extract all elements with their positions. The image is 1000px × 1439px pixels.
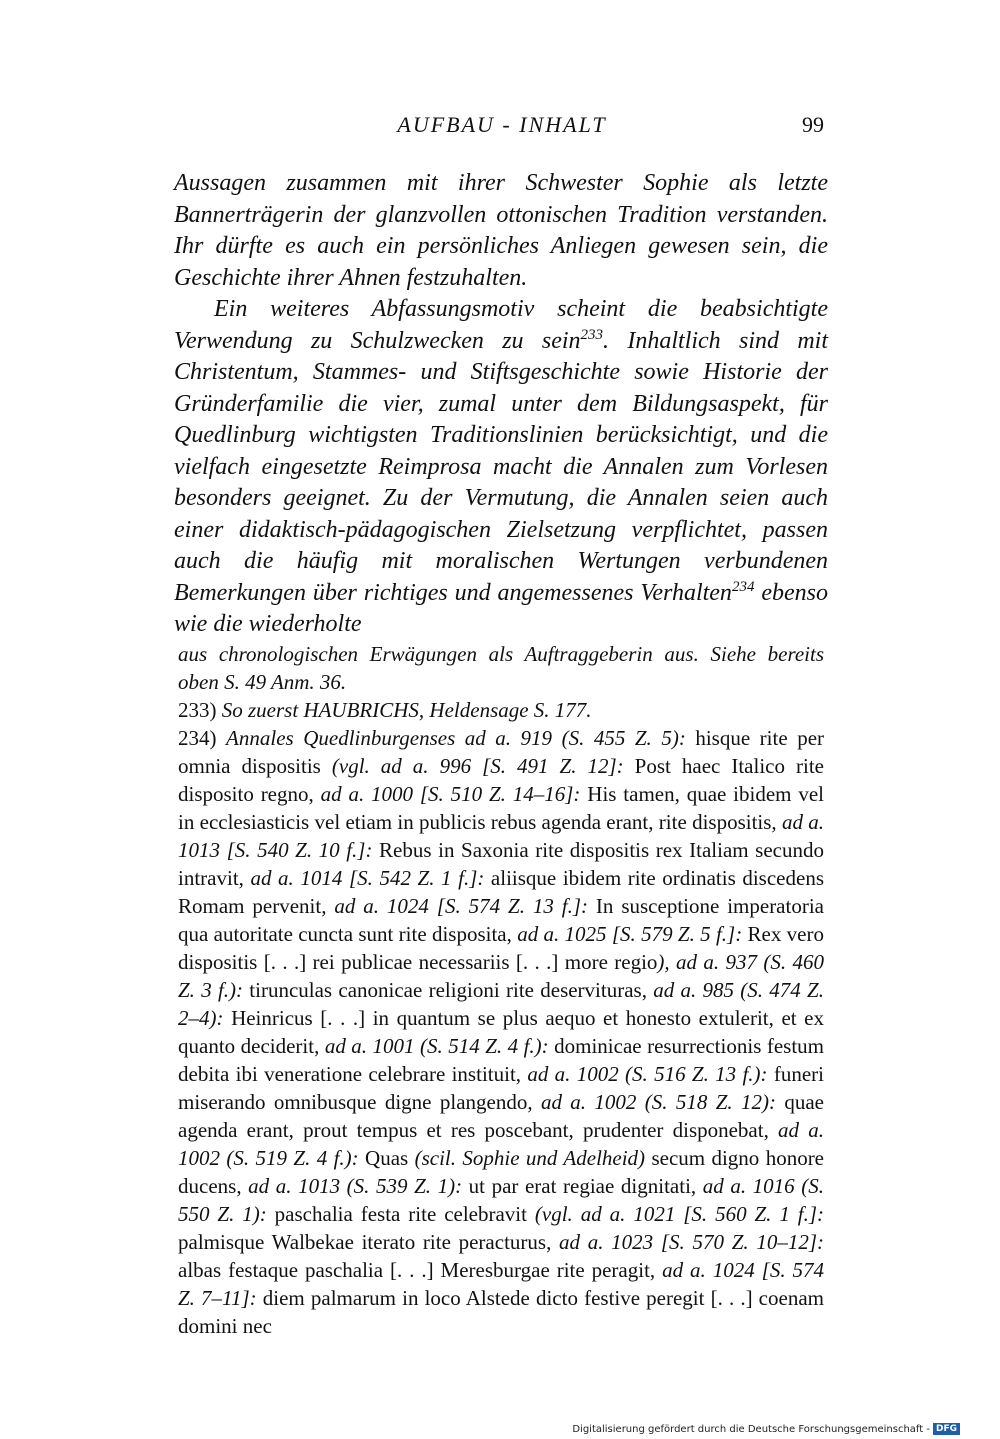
- citation: ), ad a. 937 (S. 460 Z. 3 f.):: [178, 950, 824, 1002]
- page-number: 99: [802, 112, 824, 137]
- quote: hisque rite per omnia dispositis: [178, 726, 825, 778]
- paragraph-2-part-c: ebenso wie die wiederholte: [174, 579, 828, 637]
- footnote-233: [178, 696, 824, 724]
- citation: (vgl. ad a. 1021 [S. 560 Z. 1 f.]:: [534, 1202, 825, 1226]
- citation: ad a. 985 (S. 474 Z. 2–4):: [178, 978, 824, 1030]
- citation: Annales Quedlinburgenses ad a. 919 (S. 455 Z. 5):: [226, 726, 686, 750]
- main-text: [174, 168, 828, 641]
- footnote-number: 233): [178, 698, 217, 722]
- footnote-continuation: aus chronologischen Erwägungen als Auftraggeberin aus. Siehe bereits oben S. 49 Anm. 36.: [178, 642, 824, 694]
- footnote-ref-234: 234: [731, 578, 755, 595]
- footnotes: [178, 640, 824, 1340]
- quote: diem palmarum in loco Alstede dicto festive peregit [. . .] coenam domini nec: [178, 1286, 824, 1338]
- quote: aliisque ibidem rite ordinatis discedens Romam pervenit,: [178, 866, 824, 918]
- citation: (scil. Sophie und Adelheid): [414, 1146, 646, 1170]
- quote: tirunculas canonicae religioni rite deservituras,: [243, 978, 654, 1002]
- citation: ad a. 1002 (S. 518 Z. 12):: [540, 1090, 776, 1114]
- dfg-logo: DFG: [933, 1423, 960, 1435]
- paragraph-2: [174, 294, 828, 641]
- citation: ad a. 1013 [S. 540 Z. 10 f.]:: [178, 810, 825, 862]
- citation: ad a. 1014 [S. 542 Z. 1 f.]:: [250, 866, 485, 890]
- citation: ad a. 1001 (S. 514 Z. 4 f.):: [324, 1034, 549, 1058]
- quote: Rex vero dispositis [. . .] rei publicae necessariis [. . .] more regio: [178, 922, 824, 974]
- quote: funeri miserando omnibusque digne plangendo,: [178, 1062, 824, 1114]
- paragraph-1: Aussagen zusammen mit ihrer Schwester Sophie als letzte Bannerträgerin der glanzvollen ottonischen Tradition verstanden. Ihr dürfte es auch ein persönliches Anliegen gewesen sein, die Geschichte ihrer Ahnen festzuhalten.: [174, 170, 828, 291]
- quote: Heinricus [. . .] in quantum se plus aequo et honesto extulerit, et ex quanto deciderit,: [178, 1006, 824, 1058]
- footnote-ref-233: 233: [580, 326, 604, 343]
- digitization-credit: [572, 1423, 960, 1435]
- citation: ad a. 1025 [S. 579 Z. 5 f.]:: [517, 922, 743, 946]
- paragraph-2-part-a: Ein weiteres Abfassungsmotiv scheint die beabsichtigte Verwendung zu Schulzwecken zu sein: [174, 296, 828, 354]
- citation: ad a. 1013 (S. 539 Z. 1):: [248, 1174, 463, 1198]
- paragraph-2-part-b: . Inhaltlich sind mit Christentum, Stammes- und Stiftsgeschichte sowie Historie der Gründerfamilie die vier, zumal unter dem Bildungsaspekt, für Quedlinburg wichtigsten Traditionslinien berücksichtigt, und die vielfach eingesetzte Reimprosa macht die Annalen zum Vorlesen besonders geeignet. Zu der Vermutung, die Annalen seien auch einer didaktisch-pädagogischen Zielsetzung verpflichtet, passen auch die häufig mit moralischen Wertungen verbundenen Bemerkungen über richtiges und angemessenes Verhalten: [174, 327, 828, 606]
- running-header: [178, 112, 826, 144]
- quote: ut par erat regiae dignitati,: [462, 1174, 703, 1198]
- quote: His tamen, quae ibidem vel in ecclesiasticis vel etiam in publicis rebus agenda erant, rite dispositis,: [178, 782, 824, 834]
- quote: quae agenda erant, prout tempus et res poscebant, prudenter disponebat,: [178, 1090, 824, 1142]
- citation: ad a. 1024 [S. 574 Z. 7–11]:: [178, 1258, 824, 1310]
- quote: palmisque Walbekae iterato rite peracturus,: [178, 1230, 560, 1254]
- credit-text: Digitalisierung gefördert durch die Deutsche Forschungsgemeinschaft -: [572, 1423, 930, 1435]
- citation: (vgl. ad a. 996 [S. 491 Z. 12]:: [331, 754, 624, 778]
- running-title: AUFBAU - INHALT: [397, 112, 607, 137]
- author-name: HAUBRICHS: [303, 698, 419, 722]
- citation: ad a. 1000 [S. 510 Z. 14–16]:: [320, 782, 581, 806]
- citation: ad a. 1002 (S. 519 Z. 4 f.):: [178, 1118, 824, 1170]
- footnote-text: So zuerst: [221, 698, 299, 722]
- citation: ad a. 1002 (S. 516 Z. 13 f.):: [527, 1062, 768, 1086]
- quote: Quas: [358, 1146, 415, 1170]
- footnote-text: , Heldensage S. 177.: [418, 698, 592, 722]
- citation: ad a. 1016 (S. 550 Z. 1):: [178, 1174, 824, 1226]
- quote: In susceptione imperatoria qua autoritate cuncta sunt rite disposita,: [178, 894, 824, 946]
- footnote-number: 234): [178, 726, 217, 750]
- footnote-234: [178, 724, 824, 1340]
- quote: Rebus in Saxonia rite dispositis rex Italiam secundo intravit,: [178, 838, 824, 890]
- citation: ad a. 1024 [S. 574 Z. 13 f.]:: [334, 894, 589, 918]
- quote: paschalia festa rite celebravit: [266, 1202, 535, 1226]
- quote: albas festaque paschalia [. . .] Meresburgae rite peragit,: [178, 1258, 663, 1282]
- quote: secum digno honore ducens,: [178, 1146, 825, 1198]
- citation: ad a. 1023 [S. 570 Z. 10–12]:: [559, 1230, 824, 1254]
- quote: Post haec Italico rite disposito regno,: [178, 754, 824, 806]
- quote: dominicae resurrectionis festum debita ibi veneratione celebrare instituit,: [178, 1034, 824, 1086]
